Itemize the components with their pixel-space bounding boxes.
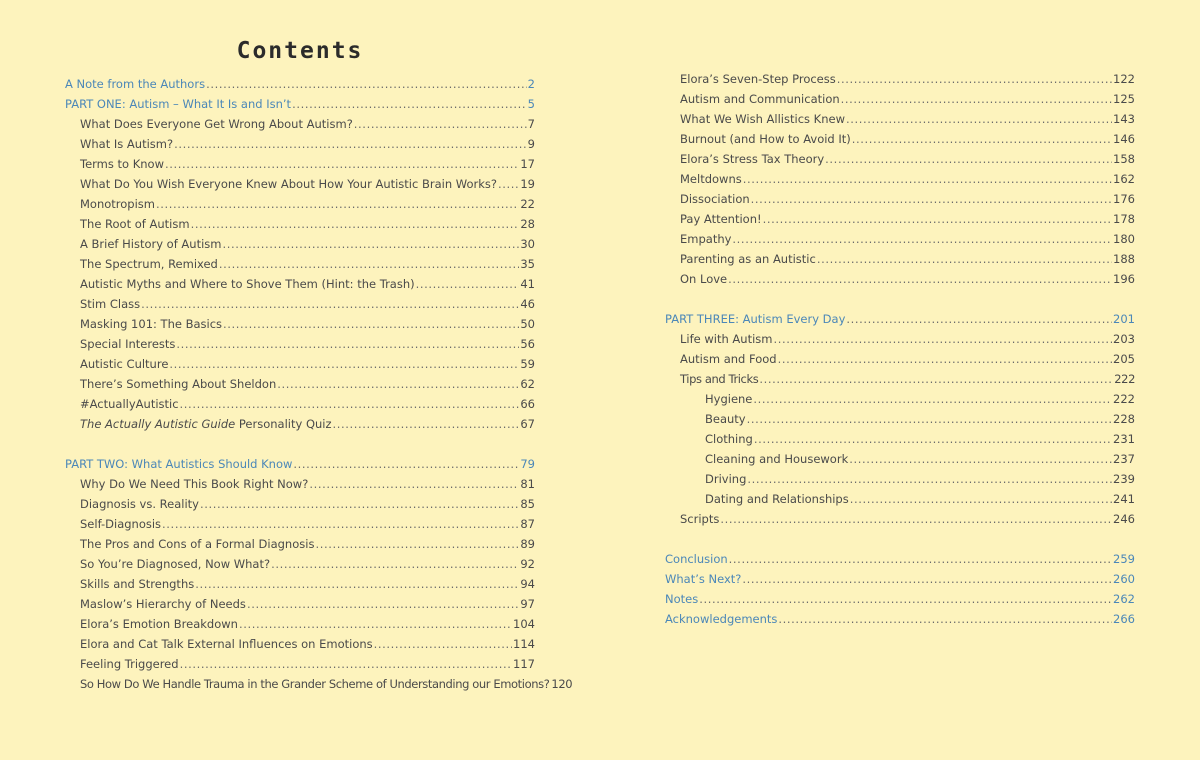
toc-entry-title: What Does Everyone Get Wrong About Autism? xyxy=(80,117,353,131)
toc-entry-title: Elora’s Emotion Breakdown xyxy=(80,617,238,631)
toc-entry-title: PART THREE: Autism Every Day xyxy=(665,312,846,326)
toc-entry[interactable] xyxy=(65,334,535,354)
toc-entry[interactable] xyxy=(65,654,535,674)
toc-entry-title: Cleaning and Housework xyxy=(705,452,849,466)
toc-page-number: 222 xyxy=(1113,392,1135,406)
dot-leader xyxy=(837,69,1112,89)
dot-leader xyxy=(354,114,527,134)
toc-entry[interactable] xyxy=(65,134,535,154)
toc-entry-title: What Do You Wish Everyone Knew About How Your Autistic Brain Works? xyxy=(80,177,498,191)
toc-entry-title: Elora’s Stress Tax Theory xyxy=(680,152,825,166)
toc-entry[interactable] xyxy=(65,614,535,634)
toc-entry-title: Autism and Food xyxy=(680,352,777,366)
toc-entry[interactable] xyxy=(65,474,535,494)
toc-page-number: 262 xyxy=(1113,592,1135,606)
toc-page-number: 7 xyxy=(527,117,535,131)
dot-leader xyxy=(292,94,527,114)
dot-leader xyxy=(223,314,519,334)
dot-leader xyxy=(416,274,520,294)
dot-leader xyxy=(200,494,519,514)
toc-entry[interactable] xyxy=(65,354,535,374)
toc-entry[interactable] xyxy=(665,509,1135,529)
toc-entry-title: Terms to Know xyxy=(80,157,164,171)
dot-leader xyxy=(720,509,1112,529)
dot-leader xyxy=(728,269,1112,289)
toc-page-number: 237 xyxy=(1113,452,1135,466)
toc-entry[interactable] xyxy=(65,254,535,274)
toc-entry[interactable] xyxy=(665,269,1135,289)
toc-entry-title: On Love xyxy=(680,272,728,286)
toc-section-entry[interactable] xyxy=(665,589,1135,609)
dot-leader xyxy=(732,229,1112,249)
dot-leader xyxy=(754,429,1112,449)
dot-leader xyxy=(162,514,519,534)
dot-leader xyxy=(247,594,519,614)
dot-leader xyxy=(165,154,519,174)
dot-leader xyxy=(852,129,1112,149)
toc-section-entry[interactable] xyxy=(665,549,1135,569)
toc-entry-title: What’s Next? xyxy=(665,572,742,586)
toc-page-number: 143 xyxy=(1113,112,1135,126)
toc-entry[interactable] xyxy=(65,574,535,594)
toc-page-number: 203 xyxy=(1113,332,1135,346)
toc-page-number: 41 xyxy=(520,277,535,291)
dot-leader xyxy=(751,189,1112,209)
dot-leader xyxy=(849,449,1112,469)
toc-entry[interactable] xyxy=(65,374,535,394)
toc-page-number: 22 xyxy=(520,197,535,211)
toc-entry[interactable] xyxy=(65,174,535,194)
toc-entry-title: What Is Autism? xyxy=(80,137,174,151)
toc-entry[interactable] xyxy=(65,414,535,434)
dot-leader xyxy=(333,414,520,434)
toc-page-number: 176 xyxy=(1113,192,1135,206)
toc-page-number: 266 xyxy=(1113,612,1135,626)
toc-entry[interactable] xyxy=(665,209,1135,229)
toc-entry-title: Meltdowns xyxy=(680,172,742,186)
toc-entry[interactable] xyxy=(665,389,1135,409)
dot-leader xyxy=(174,134,527,154)
toc-page-number: 85 xyxy=(520,497,535,511)
toc-page-number: 231 xyxy=(1113,432,1135,446)
toc-entry-title: What We Wish Allistics Knew xyxy=(680,112,845,126)
toc-entry[interactable] xyxy=(65,594,535,614)
dot-leader xyxy=(778,609,1112,629)
toc-entry-title: Acknowledgements xyxy=(665,612,778,626)
toc-entry-title: The Root of Autism xyxy=(80,217,190,231)
toc-page-number: 92 xyxy=(520,557,535,571)
dot-leader xyxy=(742,569,1112,589)
toc-entry[interactable] xyxy=(665,69,1135,89)
toc-section-entry[interactable] xyxy=(665,309,1135,329)
toc-entry-title: Life with Autism xyxy=(680,332,773,346)
toc-list-left xyxy=(65,74,573,694)
toc-entry-title: Tips and Tricks xyxy=(680,372,759,386)
dot-leader xyxy=(315,534,519,554)
dot-leader xyxy=(846,109,1112,129)
toc-entry-title: Why Do We Need This Book Right Now? xyxy=(80,477,309,491)
dot-leader xyxy=(293,454,519,474)
toc-entry-title: #ActuallyAutistic xyxy=(80,397,179,411)
toc-entry[interactable] xyxy=(65,554,535,574)
toc-entry[interactable] xyxy=(665,149,1135,169)
toc-page-number: 35 xyxy=(520,257,535,271)
dot-leader xyxy=(169,354,519,374)
toc-entry-title: Autism and Communication xyxy=(680,92,840,106)
toc-section-entry[interactable] xyxy=(65,74,535,94)
toc-page-number: 66 xyxy=(520,397,535,411)
toc-spacer xyxy=(665,289,1135,309)
toc-entry-title: Maslow’s Hierarchy of Needs xyxy=(80,597,246,611)
toc-entry[interactable] xyxy=(665,189,1135,209)
toc-page-number: 56 xyxy=(520,337,535,351)
dot-leader xyxy=(753,389,1112,409)
toc-page-number: 62 xyxy=(520,377,535,391)
toc-entry-title: Conclusion xyxy=(665,552,728,566)
dot-leader xyxy=(309,474,519,494)
toc-entry[interactable] xyxy=(665,129,1135,149)
toc-page-number: 67 xyxy=(520,417,535,431)
toc-entry[interactable] xyxy=(665,329,1135,349)
toc-entry-title: So How Do We Handle Trauma in the Grander Scheme of Understanding our Emotions? xyxy=(80,677,550,691)
toc-entry-title: Autistic Culture xyxy=(80,357,169,371)
toc-page-number: 246 xyxy=(1113,512,1135,526)
dot-leader xyxy=(817,249,1112,269)
toc-entry[interactable] xyxy=(65,634,535,654)
toc-page-number: 89 xyxy=(520,537,535,551)
toc-entry-title: PART ONE: Autism – What It Is and Isn’t xyxy=(65,97,292,111)
toc-page-number: 146 xyxy=(1113,132,1135,146)
toc-entry-title: Stim Class xyxy=(80,297,141,311)
toc-entry-title: Beauty xyxy=(705,412,746,426)
dot-leader xyxy=(180,394,520,414)
dot-leader xyxy=(774,329,1113,349)
toc-entry-title: Notes xyxy=(665,592,699,606)
toc-page-number: 46 xyxy=(520,297,535,311)
dot-leader xyxy=(180,654,512,674)
toc-page-number: 158 xyxy=(1113,152,1135,166)
toc-page-number: 30 xyxy=(520,237,535,251)
toc-entry-title: Driving xyxy=(705,472,747,486)
toc-page-number: 201 xyxy=(1113,312,1135,326)
toc-entry[interactable] xyxy=(665,469,1135,489)
dot-leader xyxy=(156,194,519,214)
toc-entry-title: Dissociation xyxy=(680,192,750,206)
toc-page-number: 205 xyxy=(1113,352,1135,366)
toc-page-number: 239 xyxy=(1113,472,1135,486)
toc-entry[interactable] xyxy=(665,369,1135,389)
toc-entry[interactable] xyxy=(65,294,535,314)
toc-section-entry[interactable] xyxy=(65,94,535,114)
toc-entry[interactable] xyxy=(665,349,1135,369)
dot-leader xyxy=(176,334,519,354)
toc-page-number: 17 xyxy=(520,157,535,171)
toc-entry[interactable] xyxy=(65,514,535,534)
toc-page-number: 178 xyxy=(1113,212,1135,226)
toc-entry[interactable] xyxy=(65,534,535,554)
toc-entry-title: Hygiene xyxy=(705,392,753,406)
toc-page-number: 162 xyxy=(1113,172,1135,186)
dot-leader xyxy=(747,469,1112,489)
toc-entry-title: Empathy xyxy=(680,232,732,246)
toc-entry[interactable] xyxy=(65,154,535,174)
toc-entry-title: Elora’s Seven-Step Process xyxy=(680,72,836,86)
toc-entry[interactable] xyxy=(65,114,535,134)
dot-leader xyxy=(206,74,527,94)
toc-page-number: 81 xyxy=(520,477,535,491)
toc-page-number: 87 xyxy=(520,517,535,531)
dot-leader xyxy=(219,254,520,274)
dot-leader xyxy=(141,294,519,314)
toc-entry[interactable] xyxy=(665,449,1135,469)
toc-page-number: 94 xyxy=(520,577,535,591)
toc-entry-title: Masking 101: The Basics xyxy=(80,317,223,331)
toc-entry-title: So You’re Diagnosed, Now What? xyxy=(80,557,271,571)
toc-entry-title: Clothing xyxy=(705,432,753,446)
toc-page-number: 5 xyxy=(527,97,535,111)
toc-entry-title: A Note from the Authors xyxy=(65,77,206,91)
toc-entry[interactable] xyxy=(65,274,535,294)
dot-leader xyxy=(850,489,1112,509)
toc-entry[interactable] xyxy=(65,394,535,414)
dot-leader xyxy=(195,574,519,594)
toc-page-number: 2 xyxy=(527,77,535,91)
toc-section-entry[interactable] xyxy=(665,609,1135,629)
toc-entry-title: Elora and Cat Talk External Influences on Emotions xyxy=(80,637,373,651)
toc-entry[interactable] xyxy=(665,489,1135,509)
toc-page-number: 196 xyxy=(1113,272,1135,286)
dot-leader xyxy=(374,634,512,654)
toc-entry-title: There’s Something About Sheldon xyxy=(80,377,277,391)
toc-page-number: 19 xyxy=(520,177,535,191)
toc-entry[interactable] xyxy=(65,494,535,514)
dot-leader xyxy=(759,369,1113,389)
toc-entry-title: The Spectrum, Remixed xyxy=(80,257,218,271)
toc-section-entry[interactable] xyxy=(65,454,535,474)
toc-page-number: 117 xyxy=(513,657,535,671)
dot-leader xyxy=(729,549,1112,569)
toc-page-number: 104 xyxy=(513,617,535,631)
toc-page-number: 260 xyxy=(1113,572,1135,586)
toc-entry[interactable] xyxy=(65,194,535,214)
toc-entry-title: Burnout (and How to Avoid It) xyxy=(680,132,851,146)
toc-entry-title: A Brief History of Autism xyxy=(80,237,222,251)
toc-spacer xyxy=(65,434,535,454)
toc-entry-title-suffix: Personality Quiz xyxy=(235,417,332,431)
toc-page-number: 180 xyxy=(1113,232,1135,246)
dot-leader xyxy=(699,589,1112,609)
toc-entry-title: Self-Diagnosis xyxy=(80,517,162,531)
dot-leader xyxy=(498,174,519,194)
toc-entry-title: Diagnosis vs. Reality xyxy=(80,497,199,511)
dot-leader xyxy=(763,209,1112,229)
toc-entry[interactable] xyxy=(65,234,535,254)
toc-entry[interactable] xyxy=(665,249,1135,269)
toc-section-entry[interactable] xyxy=(665,569,1135,589)
toc-entry-title: Autistic Myths and Where to Shove Them (Hint: the Trash) xyxy=(80,277,415,291)
toc-entry-title: Pay Attention! xyxy=(680,212,762,226)
toc-spacer xyxy=(665,529,1135,549)
toc-entry-title: Special Interests xyxy=(80,337,176,351)
toc-entry[interactable] xyxy=(65,314,535,334)
toc-page-number: 222 xyxy=(1114,372,1135,386)
toc-entry-title-italic: The Actually Autistic Guide xyxy=(80,417,236,431)
toc-entry-title: Monotropism xyxy=(80,197,155,211)
toc-entry-title: Skills and Strengths xyxy=(80,577,195,591)
toc-entry[interactable] xyxy=(665,429,1135,449)
toc-entry[interactable] xyxy=(665,409,1135,429)
dot-leader xyxy=(271,554,519,574)
toc-page-number: 259 xyxy=(1113,552,1135,566)
toc-entry-title: Feeling Triggered xyxy=(80,657,179,671)
toc-page-number: 120 xyxy=(551,677,573,691)
dot-leader xyxy=(747,409,1112,429)
toc-entry-title: Dating and Relationships xyxy=(705,492,849,506)
toc-entry-title: The Pros and Cons of a Formal Diagnosis xyxy=(80,537,315,551)
dot-leader xyxy=(191,214,520,234)
toc-page-number: 97 xyxy=(520,597,535,611)
toc-page-number: 125 xyxy=(1113,92,1135,106)
toc-page-number: 28 xyxy=(520,217,535,231)
toc-entry-title: PART TWO: What Autistics Should Know xyxy=(65,457,293,471)
dot-leader xyxy=(277,374,519,394)
toc-entry-title xyxy=(80,414,332,434)
toc-page-number: 241 xyxy=(1113,492,1135,506)
toc-entry-title: Parenting as an Autistic xyxy=(680,252,816,266)
toc-page-number: 228 xyxy=(1113,412,1135,426)
dot-leader xyxy=(846,309,1112,329)
toc-page-number: 59 xyxy=(520,357,535,371)
toc-page-number: 9 xyxy=(527,137,535,151)
toc-entry[interactable] xyxy=(665,229,1135,249)
toc-page-number: 122 xyxy=(1113,72,1135,86)
dot-leader xyxy=(743,169,1112,189)
dot-leader xyxy=(841,89,1112,109)
toc-page-number: 114 xyxy=(513,637,535,651)
toc-entry[interactable] xyxy=(665,109,1135,129)
toc-entry[interactable] xyxy=(665,89,1135,109)
dot-leader xyxy=(222,234,519,254)
page-title: Contents xyxy=(236,38,364,64)
toc-page-number: 50 xyxy=(520,317,535,331)
toc-entry[interactable] xyxy=(65,214,535,234)
toc-entry[interactable] xyxy=(65,674,573,694)
toc-entry-title: Scripts xyxy=(680,512,720,526)
dot-leader xyxy=(778,349,1112,369)
toc-page-number: 79 xyxy=(520,457,535,471)
dot-leader xyxy=(239,614,512,634)
toc-page-number: 188 xyxy=(1113,252,1135,266)
toc-entry[interactable] xyxy=(665,169,1135,189)
toc-list-right xyxy=(665,69,1135,629)
dot-leader xyxy=(825,149,1112,169)
